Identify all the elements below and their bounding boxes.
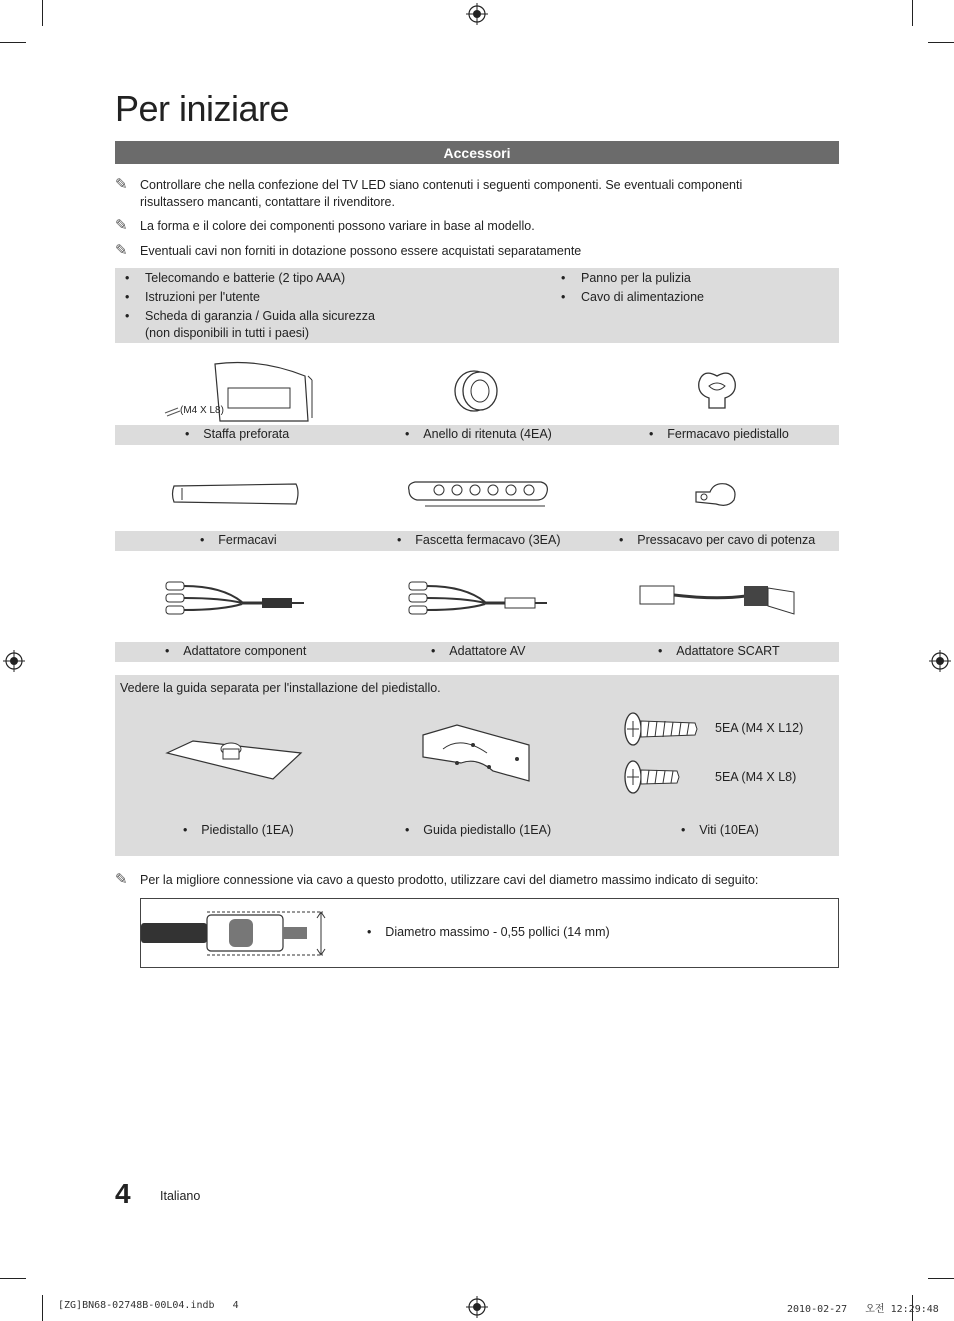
- pencil-icon: ✎: [115, 871, 128, 888]
- wire-holder-icon: [405, 476, 551, 512]
- stand-icon: [163, 733, 305, 785]
- cable-holder-stand-icon: [695, 368, 739, 414]
- registration-mark-icon: [3, 650, 25, 672]
- crop-mark: [42, 1295, 43, 1321]
- pencil-icon: ✎: [115, 176, 128, 193]
- accessory-label: • Fermacavi: [200, 533, 277, 547]
- holder-ring-icon: [452, 368, 502, 414]
- cable-tie-icon: [170, 480, 302, 510]
- crop-mark: [0, 42, 26, 43]
- stand-guide-icon: [417, 719, 537, 785]
- page-title: Per iniziare: [115, 88, 290, 129]
- note-text: La forma e il colore dei componenti possono variare in base al modello.: [140, 219, 535, 233]
- accessory-label: • Adattatore SCART: [658, 644, 780, 658]
- accessory-row-3: [115, 642, 839, 662]
- note-text: Per la migliore connessione via cavo a questo prodotto, utilizzare cavi del diametro massimo indicato di seguito:: [140, 873, 759, 887]
- accessory-label: • Fascetta fermacavo (3EA): [397, 533, 561, 547]
- accessory-label: • Guida piedistallo (1EA): [405, 823, 552, 837]
- accessory-row-2: [115, 531, 839, 551]
- screw-short-label: 5EA (M4 X L8): [715, 770, 797, 784]
- note-text: risultassero mancanti, contattare il rivenditore.: [140, 195, 395, 209]
- scart-adapter-icon: [636, 578, 800, 620]
- accessory-label: • Adattatore component: [165, 644, 307, 658]
- accessory-label: • Fermacavo piedistallo: [649, 427, 789, 441]
- screw-short-icon: [623, 759, 683, 795]
- pencil-icon: ✎: [115, 242, 128, 259]
- crop-mark: [42, 0, 43, 26]
- section-title: Accessori: [115, 141, 839, 164]
- footer-file: [ZG]BN68-02748B-00L04.indb 4: [58, 1300, 239, 1311]
- accessory-row-1: [115, 425, 839, 445]
- note-text: Eventuali cavi non forniti in dotazione possono essere acquistati separatamente: [140, 244, 582, 258]
- screw-long-label: 5EA (M4 X L12): [715, 721, 804, 735]
- note: [115, 243, 815, 261]
- stand-box-heading: Vedere la guida separata per l'installazione del piedistallo.: [120, 681, 441, 695]
- note-text: Controllare che nella confezione del TV LED siano contenuti i seguenti componenti. Se eventuali componenti: [140, 178, 743, 192]
- language-label: Italiano: [160, 1189, 201, 1203]
- accessory-label: • Staffa preforata: [185, 427, 290, 441]
- registration-mark-icon: [466, 1296, 488, 1318]
- accessory-label: • Piedistallo (1EA): [183, 823, 294, 837]
- screw-long-icon: [623, 711, 699, 747]
- accessory-label: • Viti (10EA): [681, 823, 759, 837]
- stand-box: [115, 675, 839, 856]
- note: [115, 177, 815, 213]
- crop-mark: [928, 42, 954, 43]
- screw-size-label: (M4 X L8): [180, 405, 224, 416]
- registration-mark-icon: [466, 3, 488, 25]
- accessory-label: • Anello di ritenuta (4EA): [405, 427, 552, 441]
- included-items-box: • Telecomando e batterie (2 tipo AAA) • Istruzioni per l'utente • Scheda di garanzia / Guida alla sicurezza (non disponibili in tutti i paesi) • Panno per la pulizia • Cavo di alimentazione: [115, 268, 839, 343]
- cable-connector-icon: [141, 909, 331, 959]
- crop-mark: [928, 1278, 954, 1279]
- cable-diameter-box: [140, 898, 839, 968]
- note: [115, 218, 815, 236]
- crop-mark: [0, 1278, 26, 1279]
- note: [115, 872, 835, 890]
- accessory-label: • Adattatore AV: [431, 644, 526, 658]
- accessory-label: • Pressacavo per cavo di potenza: [619, 533, 816, 547]
- registration-mark-icon: [929, 650, 951, 672]
- pencil-icon: ✎: [115, 217, 128, 234]
- footer-date: 2010-02-27 오전 12:29:48: [787, 1304, 939, 1315]
- page-number: 4: [115, 1178, 131, 1209]
- crop-mark: [912, 0, 913, 26]
- power-cable-clamp-icon: [692, 480, 742, 510]
- component-adapter-icon: [162, 578, 308, 618]
- cable-diameter-text: • Diametro massimo - 0,55 pollici (14 mm): [367, 925, 610, 939]
- av-adapter-icon: [405, 578, 551, 618]
